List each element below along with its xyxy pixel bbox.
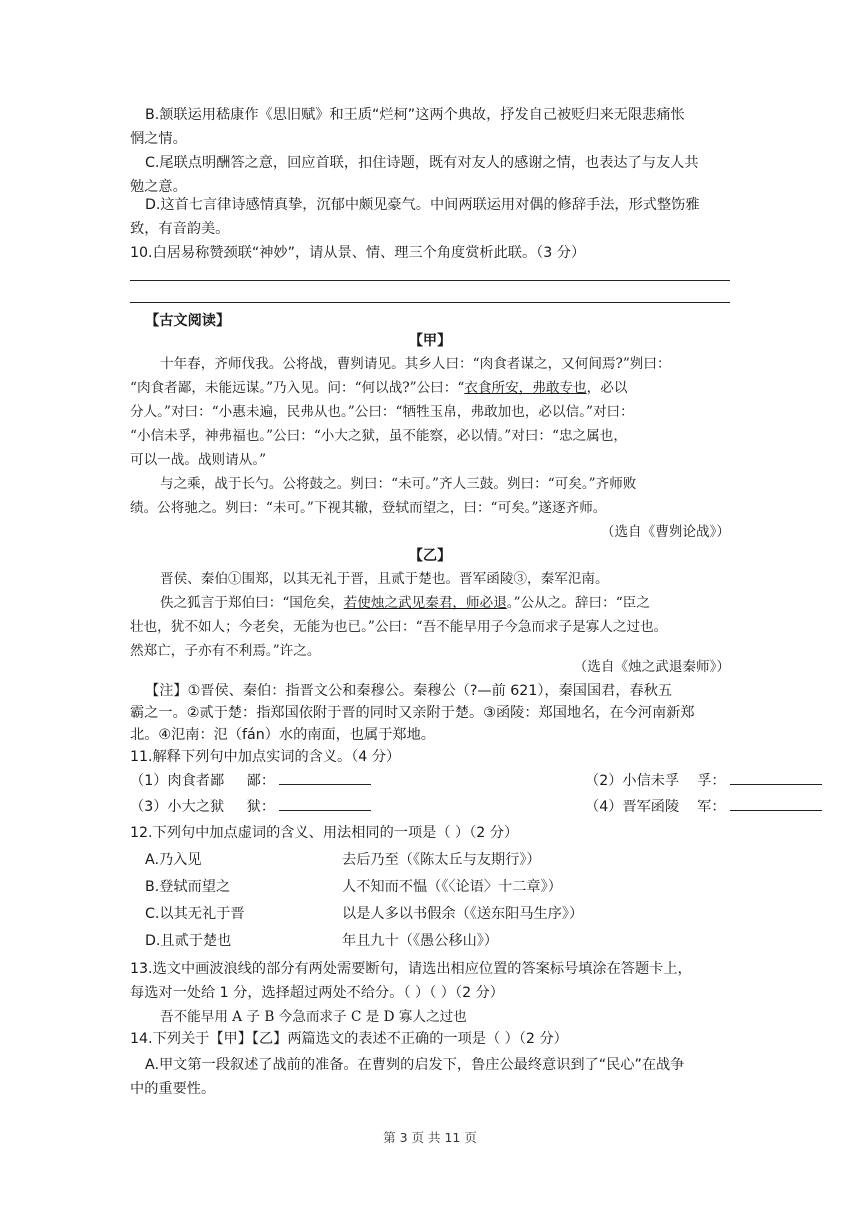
yi-line-2-tail: 。”公从之。辞曰：“臣之: [506, 595, 650, 611]
q12-option-a: [145, 849, 745, 871]
q11-item-4-blank[interactable]: [730, 796, 822, 811]
q11-item-1-blank[interactable]: [279, 770, 371, 785]
q11-item-1-key: 鄙：: [246, 773, 276, 789]
q11-row-2: [130, 796, 730, 818]
q12-d-right: 年且九十（《愚公移山》）: [342, 933, 499, 949]
q9-option-b-line2: 惘之情。: [130, 131, 187, 147]
jia-line-7: 绩。公将驰之。刿曰：“未可。”下视其辙，登轼而望之，曰：“可矣。”遂逐齐师。: [130, 500, 607, 516]
jia-underlined-phrase: 衣食所安，弗敢专也: [464, 380, 587, 396]
q12-b-right: 人不知而不愠（《〈论语〉十二章》）: [342, 879, 562, 895]
q12-d-left: D.且贰于楚也: [145, 933, 232, 949]
jia-line-2-text: “肉食者鄙，未能远谋。”乃入见。问：“何以战?”公曰：“: [130, 380, 465, 396]
q12-a-right: 去后乃至（《陈太丘与友期行》）: [342, 852, 541, 868]
q9-option-d-line2: 致，有音韵美。: [130, 221, 230, 237]
q11-item-1: （1）肉食者鄙: [130, 773, 225, 789]
q11-item-2: （2）小信未孚: [585, 773, 680, 789]
q11-item-4: （4）晋军函陵: [585, 799, 680, 815]
jia-source: （选自《曹刿论战》）: [600, 524, 730, 540]
q11-item-2-blank[interactable]: [730, 770, 822, 785]
q13-stem-line-1: 13.选文中画波浪线的部分有两处需要断句，请选出相应位置的答案标号填涂在答题卡上，: [130, 961, 692, 977]
yi-line-1: 晋侯、秦伯①围郑，以其无礼于晋，且贰于楚也。晋军函陵③，秦军氾南。: [160, 571, 609, 587]
q11-stem: 11.解释下列句中加点实词的含义。（4 分）: [130, 749, 401, 765]
q12-stem: 12.下列句中加点虚词的含义、用法相同的一项是（ ）（2 分）: [130, 825, 519, 841]
q14-option-a-line1: A.甲文第一段叙述了战前的准备。在曹刿的启发下，鲁庄公最终意识到了“民心”在战争: [145, 1057, 685, 1073]
jia-line-6: 与之乘，战于长勺。公将鼓之。刿曰：“未可。”齐人三鼓。刿曰：“可矣。”齐师败: [160, 476, 637, 492]
q13-stem-line-2: 每选对一处给 1 分，选择超过两处不给分。（ ）（ ）（2 分）: [130, 985, 504, 1001]
q12-option-b: [145, 876, 745, 898]
passage-yi-title: 【乙】: [408, 548, 452, 564]
section-title: 【古文阅读】: [145, 313, 231, 329]
page-footer: 第 3 页 共 11 页: [383, 1130, 477, 1145]
yi-underlined-phrase: 若使烛之武见秦君，师必退: [343, 595, 507, 611]
q11-item-4-key: 军：: [697, 799, 726, 815]
q11-item-3: （3）小大之狱: [130, 799, 225, 815]
q9-option-d-line1: D.这首七言律诗感情真挚，沉郁中颇见豪气。中间两联运用对偶的修辞手法，形式整饬雅: [145, 197, 700, 213]
jia-line-2: [130, 377, 730, 399]
jia-line-5: 可以一战。战则请从。”: [130, 452, 267, 468]
yi-line-4: 然郑亡，子亦有不利焉。”许之。: [130, 643, 321, 659]
q11-item-2-key: 孚：: [697, 773, 726, 789]
answer-line-1: [130, 280, 730, 281]
q10-stem: 10.白居易称赞颈联“神妙”，请从景、情、理三个角度赏析此联。（3 分）: [130, 245, 586, 261]
yi-line-3: 壮也，犹不如人；今老矣，无能为也已。”公曰：“吾不能早用子今急而求子是寡人之过也。: [130, 619, 668, 635]
q12-option-c: [145, 903, 745, 925]
answer-line-2: [130, 302, 730, 303]
q11-row-1: [130, 770, 730, 792]
q14-stem: 14.下列关于【甲】【乙】两篇选文的表述不正确的一项是（ ）（2 分）: [130, 1031, 568, 1047]
passage-jia-title: 【甲】: [408, 333, 452, 349]
yi-source: （选自《烛之武退秦师》）: [573, 659, 730, 675]
jia-line-1: 十年春，齐师伐我。公将战，曹刿请见。其乡人曰：“肉食者谋之，又何间焉?”刿曰：: [160, 356, 671, 372]
jia-line-4: “小信未孚，神弗福也。”公曰：“小大之狱，虽不能察，必以情。”对曰：“忠之属也，: [130, 428, 627, 444]
q9-option-c-line2: 勉之意。: [130, 179, 187, 195]
q12-c-right: 以是人多以书假余（《送东阳马生序》）: [342, 906, 584, 922]
jia-line-2-tail: ，必以: [586, 380, 628, 396]
q12-c-left: C.以其无礼于晋: [145, 906, 245, 922]
q12-b-left: B.登轼而望之: [145, 879, 231, 895]
note-line-1: 【注】①晋侯、秦伯：指晋文公和秦穆公。秦穆公（?—前 621），秦国国君，春秋五: [145, 683, 673, 699]
q11-item-4-wrap: [585, 796, 822, 818]
q9-option-c-line1: C.尾联点明酬答之意，回应首联，扣住诗题，既有对友人的感谢之情，也表达了与友人共: [145, 155, 699, 171]
q11-item-3-key: 狱：: [246, 799, 276, 815]
jia-line-3: 分人。”对曰：“小惠未遍，民弗从也。”公曰：“牺牲玉帛，弗敢加也，必以信。”对曰：: [130, 404, 634, 420]
q11-item-3-blank[interactable]: [279, 796, 371, 811]
yi-line-2-text: 佚之狐言于郑伯曰：“国危矣，: [160, 595, 344, 611]
yi-line-2: [160, 592, 760, 614]
note-line-2: 霸之一。②贰于楚：指郑国依附于晋的同时又亲附于楚。③函陵：郑国地名，在今河南新郑: [130, 705, 695, 721]
q11-item-2-wrap: [585, 770, 822, 792]
note-line-3: 北。④氾南：氾（fán）水的南面，也属于郑地。: [130, 727, 435, 743]
q9-option-b-line1: B.颔联运用嵇康作《思旧赋》和王质“烂柯”这两个典故，抒发自己被贬归来无限悲痛怅: [145, 107, 685, 123]
q13-sentence: 吾不能早用 A 子 B 今急而求子 C 是 D 寡人之过也: [160, 1009, 467, 1025]
q12-a-left: A.乃入见: [145, 852, 202, 868]
q14-option-a-line2: 中的重要性。: [130, 1081, 216, 1097]
q12-option-d: [145, 930, 745, 952]
